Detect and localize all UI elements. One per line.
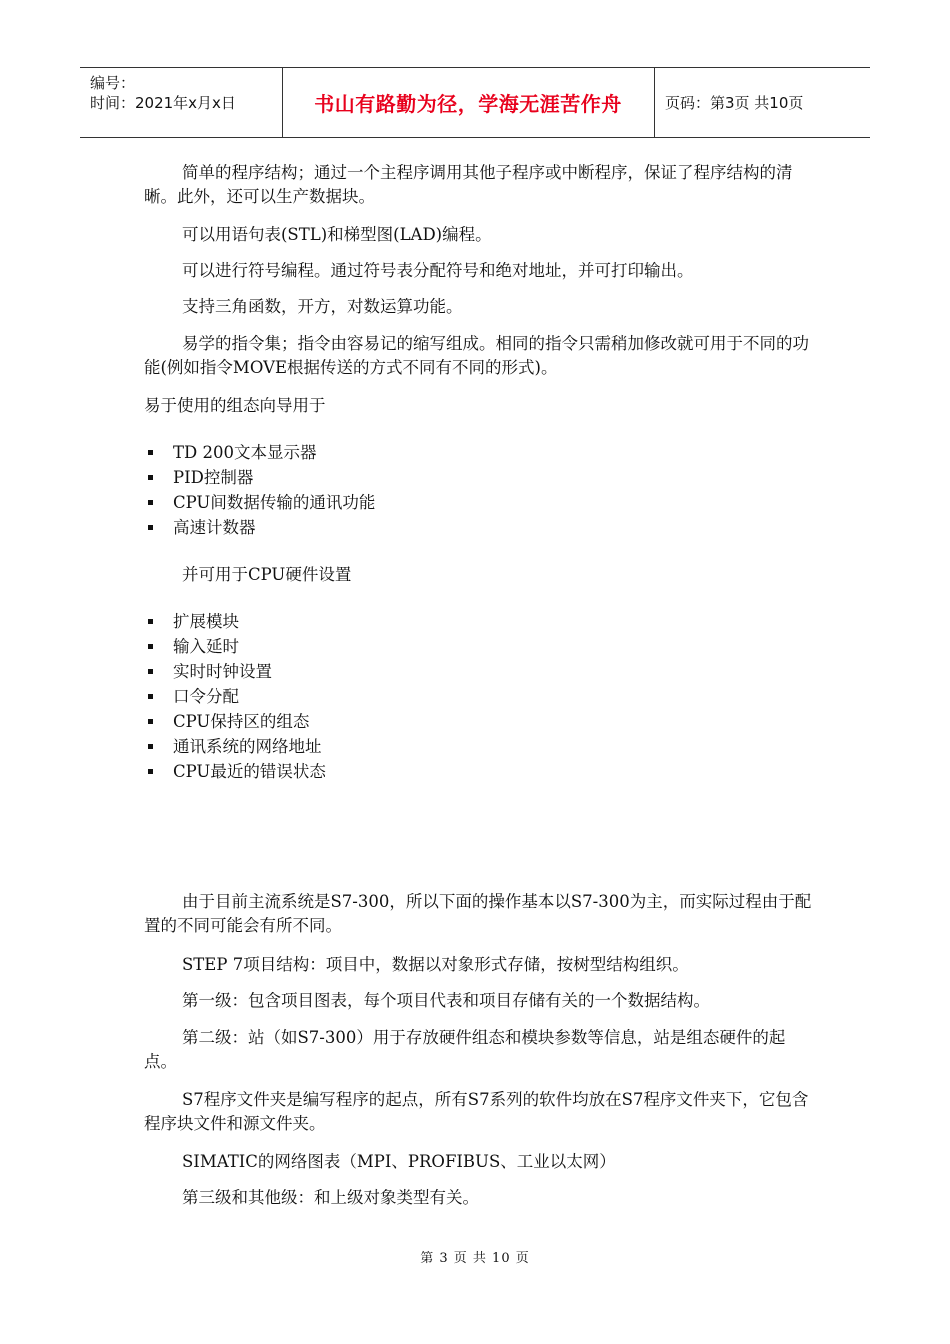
paragraph: 可以进行符号编程。通过符号表分配符号和绝对地址，并可打印输出。 bbox=[182, 261, 694, 280]
list-item: 实时时钟设置 bbox=[148, 659, 326, 684]
list-item: TD 200文本显示器 bbox=[148, 440, 375, 465]
paragraph: 第三级和其他级：和上级对象类型有关。 bbox=[182, 1188, 479, 1207]
bullet-icon bbox=[148, 694, 153, 699]
header-meta-cell bbox=[80, 68, 283, 137]
list-item: 口令分配 bbox=[148, 684, 326, 709]
paragraph: 第二级：站（如S7-300）用于存放硬件组态和模块参数等信息，站是组态硬件的起点。 bbox=[144, 1028, 786, 1071]
list-item: 通讯系统的网络地址 bbox=[148, 734, 326, 759]
paragraph: 并可用于CPU硬件设置 bbox=[182, 565, 352, 584]
paragraph: 由于目前主流系统是S7-300，所以下面的操作基本以S7-300为主，而实际过程由于配置的不同可能会有所不同。 bbox=[144, 892, 812, 935]
paragraph: S7程序文件夹是编写程序的起点，所有S7系列的软件均放在S7程序文件夹下，它包含程序块文件和源文件夹。 bbox=[144, 1090, 809, 1133]
list-item: CPU保持区的组态 bbox=[148, 709, 326, 734]
list-item: CPU最近的错误状态 bbox=[148, 759, 326, 784]
motto-text: 书山有路勤为径，学海无涯苦作舟 bbox=[314, 92, 622, 116]
bullet-icon bbox=[148, 744, 153, 749]
paragraph: 易学的指令集；指令由容易记的缩写组成。相同的指令只需稍加修改就可用于不同的功能(例如指令MOVE根据传送的方式不同有不同的形式)。 bbox=[144, 334, 809, 377]
bullet-icon bbox=[148, 500, 153, 505]
number-label: 编号： bbox=[90, 74, 136, 92]
page-header bbox=[80, 67, 870, 138]
list-item: 输入延时 bbox=[148, 634, 326, 659]
page-number-label: 页码：第3页 共10页 bbox=[665, 94, 804, 112]
paragraph: STEP 7项目结构：项目中，数据以对象形式存储，按树型结构组织。 bbox=[182, 955, 689, 974]
list-item: 高速计数器 bbox=[148, 515, 375, 540]
header-motto-cell bbox=[282, 68, 655, 137]
wizard-list bbox=[148, 440, 375, 540]
bullet-icon bbox=[148, 769, 153, 774]
paragraph: 易于使用的组态向导用于 bbox=[144, 396, 326, 415]
bullet-icon bbox=[148, 719, 153, 724]
bullet-icon bbox=[148, 619, 153, 624]
paragraph: 可以用语句表(STL)和梯型图(LAD)编程。 bbox=[182, 225, 492, 244]
list-item: 扩展模块 bbox=[148, 609, 326, 634]
paragraph: SIMATIC的网络图表（MPI、PROFIBUS、工业以太网） bbox=[182, 1152, 616, 1171]
list-item: PID控制器 bbox=[148, 465, 375, 490]
paragraph: 支持三角函数，开方，对数运算功能。 bbox=[182, 297, 463, 316]
bullet-icon bbox=[148, 644, 153, 649]
paragraph: 简单的程序结构；通过一个主程序调用其他子程序或中断程序，保证了程序结构的清晰。此外，还可以生产数据块。 bbox=[144, 163, 793, 206]
hardware-list bbox=[148, 609, 326, 784]
time-label: 时间：2021年x月x日 bbox=[90, 94, 236, 112]
bullet-icon bbox=[148, 475, 153, 480]
bullet-icon bbox=[148, 450, 153, 455]
bullet-icon bbox=[148, 669, 153, 674]
header-page-cell bbox=[655, 68, 870, 137]
bullet-icon bbox=[148, 525, 153, 530]
paragraph: 第一级：包含项目图表，每个项目代表和项目存储有关的一个数据结构。 bbox=[182, 991, 710, 1010]
page-footer: 第 3 页 共 10 页 bbox=[420, 1251, 530, 1266]
list-item: CPU间数据传输的通讯功能 bbox=[148, 490, 375, 515]
